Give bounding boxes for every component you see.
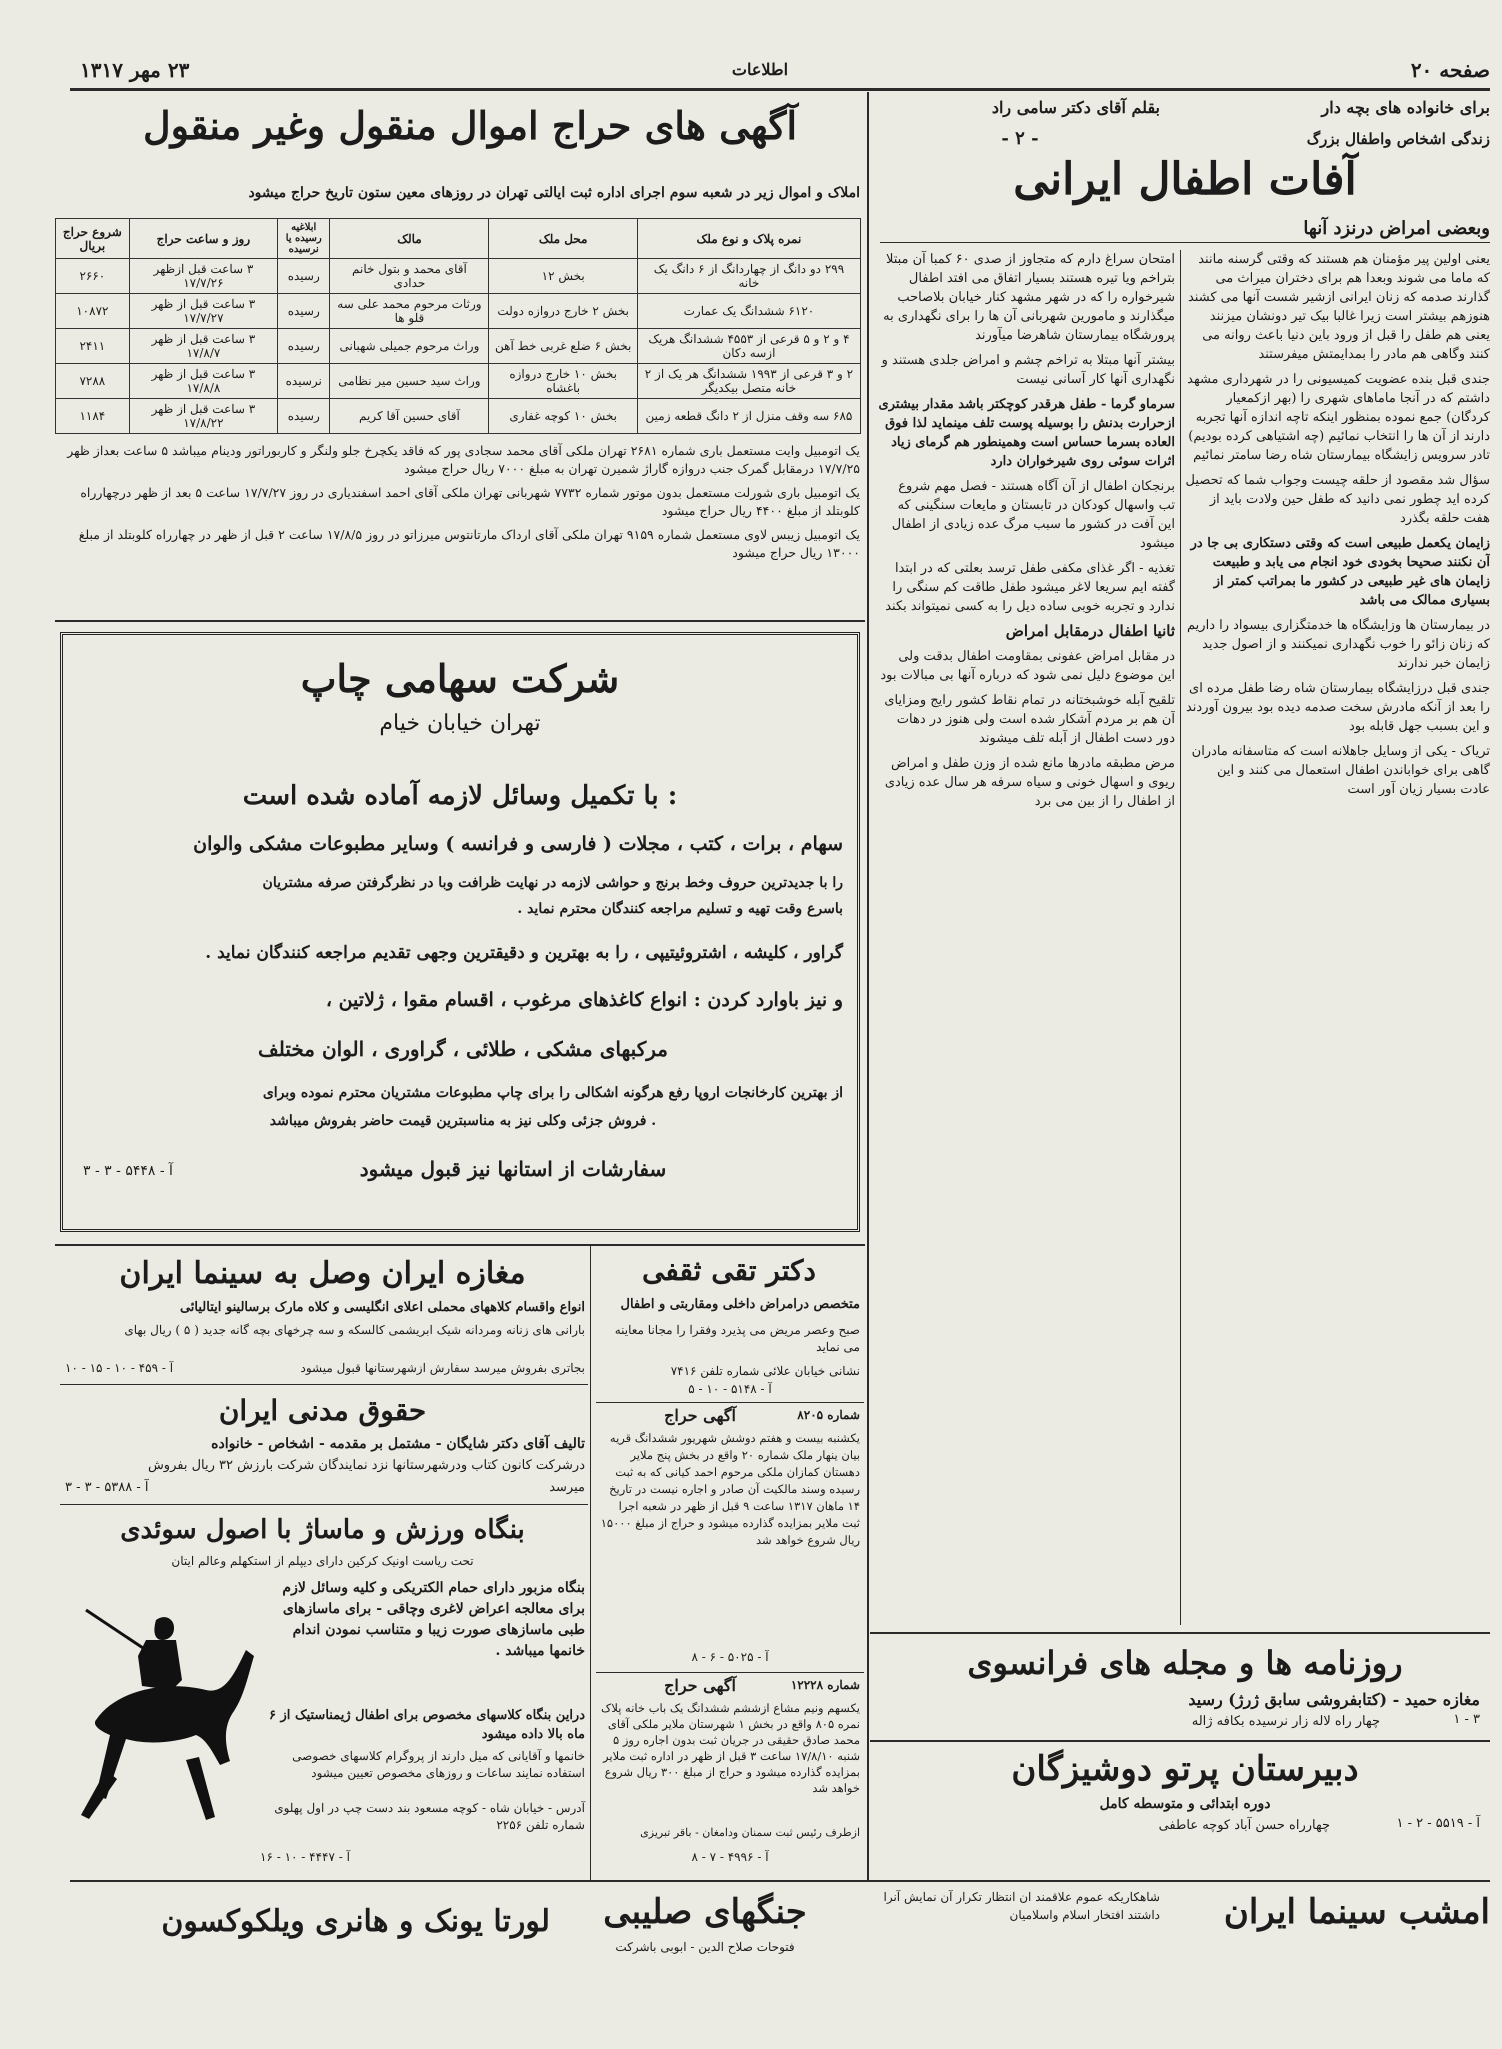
column-header: محل ملک	[489, 219, 637, 259]
auction-table	[55, 218, 861, 434]
table-cell: بخش ۲ خارج دروازه دولت	[489, 294, 637, 329]
article-paragraph: سرماو گرما - طفل هرقدر کوچکتر باشد مقدار بیشتری ازحرارت بدنش را بوسیله پوست تلف مینماید لذا فوق العاده بسرما حساس است وهمینطور هم گرمای زیاد اثرات سوئی روی شیرخواران دارد	[878, 397, 1175, 469]
auction-ad-signature: ازطرف رئیس ثبت سمنان ودامغان - باقر تبریزی	[640, 1826, 860, 1839]
auction-ad-code: آ - ۵۰۲۵ - ۶ - ۸	[691, 1650, 769, 1664]
cinema-banner-film-sub: فتوحات صلاح الدین - ابوبی باشرکت	[615, 1940, 795, 1954]
article-byline: بقلم آقای دکتر سامی راد	[991, 98, 1160, 117]
table-cell: بخش ۱۰ خارج دروازه باغشاه	[489, 364, 637, 399]
table-cell: ورثات مرحوم محمد علی سه قلو ها	[330, 294, 489, 329]
store-ad-code: آ - ۴۵۹ - ۱۰ - ۱۵ - ۱۰	[65, 1361, 174, 1375]
article-paragraph: ثانیا اطفال درمقابل امراض	[1005, 622, 1175, 640]
school-ad-rule	[870, 1740, 1490, 1742]
table-cell: ۳ ساعت قبل از ظهر ۱۷/۸/۸	[129, 364, 277, 399]
print-ad-line: از بهترین کارخانجات اروپا رفع هرگونه اشکالی را برای چاپ مطبوعات مشتریان محترم نموده وبرای	[262, 1085, 843, 1101]
table-cell: ۲۶۶۰	[56, 259, 130, 294]
print-ad-line: گراور ، کلیشه ، اشتروئیتیپی ، را به بهترین و دقیقترین وجهی تقدیم مراجعه کنندگان نماید .	[205, 943, 843, 963]
article-column-right	[1185, 250, 1490, 1625]
doctor-ad-code: آ - ۵۱۴۸ - ۱۰ - ۵	[688, 1382, 772, 1396]
table-row	[56, 329, 861, 364]
article-title-rule	[880, 242, 1490, 243]
article-paragraph: مرض مطبقه مادرها مانع شده از وزن طفل و امراض ریوی و اسهال خونی و سیاه سرفه هر سال عده زیادی از اطفال را از بین می برد	[884, 756, 1175, 809]
table-cell: آقای حسین آقا کریم	[330, 399, 489, 434]
table-row	[56, 259, 861, 294]
cinema-banner-subtitle: شاهکاریکه عموم علاقمند ان انتظار تکرار آن نمایش آنرا داشتند افتخار اسلام واسلامیان	[883, 1890, 1160, 1922]
table-cell: ۳ ساعت قبل از ظهر ۱۷/۸/۲۲	[129, 399, 277, 434]
store-ad-line: بارانی های زنانه ومردانه شیک ابریشمی کالسکه و سه چرخهای بچه گانه جدید ( ۵ ) ریال بهای	[124, 1323, 585, 1337]
cinema-banner-film: جنگهای صلیبی	[603, 1892, 807, 1932]
auction-ad-code: آ - ۴۹۹۶ - ۷ - ۸	[691, 1850, 769, 1864]
french-ad-code: ۱ - ۳	[1453, 1712, 1480, 1727]
store-ad-line: بجاتری بفروش میرسد سفارش ازشهرستانها قبول میشود	[300, 1361, 585, 1375]
auction-note: یک اتومبیل وایت مستعمل باری شماره ۲۶۸۱ تهران ملکی آقای محمد سجادی پور که فاقد یکچرخ جلو ولنگر و کاربوراتور ودینام میباشد ۵ ساعت بعداز ظهر ۱۷/۷/۲۵ درمقابل گمرک جنب دروازه گاراژ شمیرن تهران به مبلغ ۷۰۰۰ ریال حراج میشود	[67, 443, 860, 476]
doctor-ad-line: متخصص درامراض داخلی ومقاربتی و اطفال	[620, 1297, 860, 1312]
article-paragraph: جندی قبل درزایشگاه بیمارستان شاه رضا طفل مرده ای را بعد از آنکه مادرش سخت صدمه دیده بود بیرون آوردند و این بسبب جهل قابله بود	[1185, 681, 1490, 734]
gym-ad-line: بنگاه مزبور دارای حمام الکتریکی و کلیه وسائل لازم برای معالجه اعراض لاغری وچاقی - برای ماسازهای طبی ماسازهای صورت زیبا و متناسب نمودن اندام خانمها میباشد .	[282, 1580, 585, 1659]
auction-ad-body: یکشنبه بیست و هفتم دوشش شهریور ششدانگ قریه بیان ینهار ملک شماره ۲۰ واقع در بخش پنج ملایر دهستان کمازان ملکی مرحوم احمد کیانی که به ثبت رسیده وسند مالکیت آن صادر و اجاره نیست در تاریخ ۱۴ ماهان ۱۳۱۷ ساعت ۹ قبل از ظهر در شعبه اجرا ثبت ملایر بمزایده گذارده میشود و حراج از مبلغ ۱۵۰۰۰ ریال شروع خواهد شد	[600, 1431, 860, 1547]
page-number: صفحه ۲۰	[1410, 58, 1490, 82]
law-ad-rule	[60, 1504, 588, 1505]
header-rule	[70, 88, 1490, 91]
paper-name: اطلاعات	[731, 60, 789, 79]
table-cell: ۳ ساعت قبل از ظهر ۱۷/۸/۷	[129, 329, 277, 364]
french-ad-address: چهار راه لاله زار نرسیده بکافه ژاله	[1191, 1714, 1380, 1729]
print-ad-address: تهران خیابان خیام	[379, 711, 541, 736]
article-kicker: برای خانواده های بچه دار	[1321, 98, 1490, 117]
doctor-ad-line: صبح وعصر مریض می پذیرد وفقرا را مجانا معاینه می نماید	[614, 1323, 860, 1354]
article-paragraph: تغذیه - اگر غذای مکفی طفل ترسد بعلتی که در ابتدا گفته ایم سریعا لاغر میشود طفل طاقت کم سنگی را ندارد و تجربه خوبی ساده دیل را به کسی نمیتواند بکند	[885, 561, 1175, 614]
print-ad-line: مرکبهای مشکی ، طلائی ، گراوری ، الوان مختلف	[258, 1037, 668, 1061]
auction-ad-number: شماره ۸۲۰۵	[797, 1408, 860, 1422]
table-cell: ۷۲۸۸	[56, 364, 130, 399]
article-paragraph: یعنی اولین پیر مؤمنان هم هستند که وقتی گرسنه مانند که ماما می شوند وبعدا هم برای دختران میراث می گذارند صدمه که زنان ایرانی ازشیر شست آنها می کشند هنوزهم بیشتر است زیرا غالبا بیک تیر دونشان میزنند یعنی هم طفل را قبل از ورود باین دنیا باعث روانه می کنند وگاهی هم مادر را بمدایمتش میفرستند	[1187, 252, 1490, 362]
gym-ad-line: آدرس - خیابان شاه - کوچه مسعود بند دست چپ در اول پهلوی شماره تلفن ۲۲۵۶	[274, 1801, 585, 1832]
table-cell: وراث مرحوم جمیلی شهبانی	[330, 329, 489, 364]
article-paragraph: بیشتر آنها مبتلا به تراخم چشم و امراض جلدی هستند و نگهداری آنها کار آسانی نیست	[881, 353, 1175, 387]
table-cell: رسیده	[278, 294, 330, 329]
auction-ad-title: آگهی حراج	[664, 1676, 736, 1695]
issue-date: ۲۳ مهر ۱۳۱۷	[80, 58, 190, 82]
french-ad-title: روزنامه ها و مجله های فرانسوی	[967, 1644, 1403, 1682]
table-row	[56, 399, 861, 434]
french-ad-rule	[870, 1632, 1490, 1634]
store-ad-line: انواع واقسام کلاههای محملی اعلای انگلیسی و کلاه مارک برسالینو ایتالیائی	[179, 1300, 585, 1315]
gym-ad-title: بنگاه ورزش و ماساژ با اصول سوئدی	[120, 1515, 525, 1545]
store-ad-title: مغازه ایران وصل به سینما ایران	[119, 1256, 526, 1291]
table-cell: ۳ ساعت قبل ازظهر ۱۷/۷/۲۶	[129, 259, 277, 294]
auction-table-header	[56, 219, 861, 259]
doctor-ad-line: نشانی خیابان علائی شماره تلفن ۷۴۱۶	[670, 1364, 860, 1378]
cinema-banner-title: امشب سینما ایران	[1223, 1892, 1490, 1932]
print-ad-line: سفارشات از استانها نیز قبول میشود	[359, 1157, 667, 1181]
gym-ad-line: دراین بنگاه کلاسهای مخصوص برای اطفال ژیمناستیک از ۶ ماه بالا داده میشود	[269, 1708, 585, 1742]
article-inner-divider	[1180, 250, 1181, 1625]
column-header: ابلاغیه رسیده یا نرسیده	[278, 219, 330, 259]
table-cell: ۴ و ۲ و ۵ قرعی از ۴۵۵۳ ششدانگ هریک ازسه دکان	[637, 329, 860, 364]
lower-left-divider	[590, 1246, 591, 1880]
column-header: شروع حراج بریال	[56, 219, 130, 259]
article-paragraph: تریاک - یکی از وسایل جاهلانه است که متاسفانه مادران گاهی برای خواباندن اطفال استعمال می کنند و این عادت بسیار زیان آور است	[1191, 744, 1490, 797]
auction-notes	[60, 442, 860, 562]
gym-ad-line: خانمها و آقایانی که میل دارند از پروگرام کلاسهای خصوصی استفاده نمایند ساعات و روزهای مخصوص تعیین میشود	[292, 1749, 585, 1780]
law-ad-line: تالیف آقای دکتر شایگان - مشتمل بر مقدمه - اشخاص - خانواده	[211, 1436, 585, 1452]
article-sub-kicker: زندگی اشخاص واطفال بزرگ	[1306, 130, 1490, 148]
column-divider	[867, 92, 869, 1882]
law-ad-line: میرسد	[549, 1480, 585, 1495]
print-ad-line: فروش جزئی وکلی نیز به مناسبترین قیمت حاضر بفروش میباشد .	[269, 1113, 657, 1129]
print-ad-line: سهام ، برات ، کتب ، مجلات ( فارسی و فرانسه ) وسایر مطبوعات مشکی والوان	[193, 833, 843, 855]
auction-intro: املاک و اموال زیر در شعبه سوم اجرای اداره ثبت ایالتی تهران در روزهای معین ستون تاریخ حراج میشود	[248, 185, 860, 201]
auction-table-wrapper	[55, 218, 861, 434]
article-paragraph: برنجکان اطفال از آن آگاه هستند - فصل مهم شروع تب واسهال کودکان در تابستان و مایعات سنگینی که این آفت در کشور ما سبب مرگ عده زیادی از اطفال میشود	[891, 479, 1175, 551]
school-ad-address: چهارراه حسن آباد کوچه عاطفی	[1158, 1818, 1330, 1833]
auction-ad-body: یکسهم ونیم مشاع ازششم ششدانگ یک باب خانه پلاک نمره ۸۰۵ واقع در بخش ۱ شهرستان ملایر ملکی آقای محمد صادق حقیقی در جریان ثبت بدون اجاره روز ۵ شنبه ۱۷/۸/۱۰ ساعت ۳ قبل از ظهر در اداره ثبت ملایر بمزایده گذارده میشود و حراج از مبلغ ۳۰۰ ریال شروع خواهد شد	[601, 1701, 860, 1795]
auction-title: آگهی های حراج اموال منقول وغیر منقول	[142, 103, 798, 148]
print-ad-tagline: با تکمیل وسائل لازمه آماده شده است :	[242, 781, 678, 811]
article-paragraph: در بیمارستان ها وزایشگاه ها خدمتگزاری بیسواد را داریم که زنان زائو را خوب نگهداری نمیکنند و از اصول جدید زایمان خبر ندارند	[1187, 618, 1490, 671]
table-cell: رسیده	[278, 399, 330, 434]
school-ad-title: دبیرستان پرتو دوشیزگان	[1011, 1749, 1359, 1789]
auction-note: یک اتومبیل باری شورلت مستعمل بدون موتور شماره ۷۷۳۲ شهربانی تهران ملکی آقای احمد اسفندیاری در روز ۱۷/۷/۲۷ ساعت ۵ بعد از ظهر درچهارراه کلوبتلد از مبلغ ۴۴۰۰ ریال حراج میشود	[80, 485, 860, 518]
banner-top-rule	[70, 1880, 1490, 1882]
mid-left-rule	[55, 1244, 865, 1246]
school-ad-line: دوره ابتدائی و متوسطه کامل	[1099, 1796, 1271, 1812]
table-cell: بخش ۶ ضلع غربی خط آهن	[489, 329, 637, 364]
article-paragraph: جندی قبل بنده عضویت کمیسیونی را در شهرداری مشهد داشتم که در آنجا ماماهای شهری را (بهر ازکمعیار کردگان) جمع نموده بمنظور اینکه تاچه اندازه آنها تجربه دارند از آن ها را انتخاب نمائیم (چه اشتیاهی کرده بودیم) تادر سرویس زایشگاه بیمارستان شاه رضا سامتر نمائیم	[1187, 372, 1490, 463]
horse-rider-illustration	[66, 1600, 256, 1850]
gym-ad-line: تحت ریاست اونیک کرکین دارای دیپلم از استکهلم وعالم ایتان	[171, 1554, 474, 1568]
table-row	[56, 364, 861, 399]
table-cell: بخش ۱۰ کوچه غفاری	[489, 399, 637, 434]
table-cell: ۲ و ۳ قرعی از ۱۹۹۳ ششدانگ هر یک از ۲ خانه متصل بیکدیگر	[637, 364, 860, 399]
french-ad-line: مغازه حمید - (کتابفروشی سابق ژرژ) رسید	[1188, 1690, 1480, 1709]
table-cell: نرسیده	[278, 364, 330, 399]
cinema-banner-stars: لورتا یونک و هانری ویلکوکسون	[161, 1904, 550, 1939]
law-ad-code: آ - ۵۳۸۸ - ۳ - ۳	[65, 1480, 149, 1495]
table-cell: ۱۱۸۴	[56, 399, 130, 434]
print-ad-box	[60, 632, 860, 1232]
table-cell: بخش ۱۲	[489, 259, 637, 294]
doctor-ad-title: دکتر تقی ثقفی	[642, 1254, 816, 1287]
article-paragraph: تلقیح آبله خوشبختانه در تمام نقاط کشور رایج ومزایای آن هم بر مردم آشکار شده است ولی هنوز در دهات دور دست اطفال از آبله تلف میشوند	[884, 693, 1175, 746]
article-part-number: - ۲ -	[1001, 128, 1039, 149]
article-paragraph: در مقابل امراض عفونی بمقاومت اطفال بدقت ولی این موضوع دلیل نمی شود که درباره آنها بی مبالات بود	[880, 649, 1175, 683]
law-ad-title: حقوق مدنی ایران	[218, 1394, 427, 1427]
table-cell: ۲۹۹ دو دانگ از چهاردانگ از ۶ دانگ یک خانه	[637, 259, 860, 294]
auction-ad-title: آگهی حراج	[664, 1406, 736, 1425]
table-cell: ۶۱۲۰ ششدانگ یک عمارت	[637, 294, 860, 329]
law-ad-line: درشرکت کانون کتاب ودرشهرستانها نزد نمایندگان شرکت بارزش ۳۲ ریال بفروش	[147, 1458, 585, 1473]
table-cell: آقای محمد و بتول خانم حدادی	[330, 259, 489, 294]
article-paragraph: امتحان سراغ دارم که متجاوز از صدی ۶۰ کمبا آن مبتلا بتراخم ویا تیره هستند بسیار اتفاق می افتد اطفال شیرخواره را که در شهر مشهد کنار خیابان بلاصاحب میگذارند و مامورین شهربانی آن ها را برای نگهداری به پرورشگاه بیمارستان شاهرضا میآورند	[883, 252, 1175, 343]
auction-ad-rule	[596, 1672, 864, 1673]
article-paragraph: زایمان یکعمل طبیعی است که وقتی دستکاری بی جا در آن نکنند صحیحا بخودی خود انجام می یابد و طبیعت زایمان های غیر طبیعی در کشور ما بمراتب کمتر از بسیاری ممالک می باشد	[1190, 536, 1490, 608]
table-cell: وراث سید حسین میر نظامی	[330, 364, 489, 399]
auction-ad-number: شماره ۱۲۲۲۸	[790, 1678, 860, 1692]
table-cell: ۲۴۱۱	[56, 329, 130, 364]
table-cell: ۶۸۵ سه وقف منزل از ۲ دانگ قطعه زمین	[637, 399, 860, 434]
article-title: آفات اطفال ایرانی	[1013, 154, 1357, 205]
school-ad-code: آ - ۵۵۱۹ - ۲ - ۱	[1396, 1816, 1480, 1831]
print-ad-line: را با جدیدترین حروف وخط برنج و حواشی لازمه در نهایت ظرافت وبا در نظرگرفتن صرفه مشتریان	[262, 875, 843, 891]
gym-ad-code: آ - ۴۴۴۷ - ۱۰ - ۱۶	[260, 1850, 350, 1864]
print-ad-code: آ - ۵۴۴۸ - ۳ - ۳	[83, 1163, 173, 1179]
table-row	[56, 294, 861, 329]
article-paragraph: سؤال شد مقصود از حلقه چیست وجواب شما که تحصیل کرده اید چطور نمی دانید که طفل حین ولادت باید از هفت حلقه بگذرد	[1185, 473, 1490, 526]
table-cell: ۳ ساعت قبل از ظهر ۱۷/۷/۲۷	[129, 294, 277, 329]
table-cell: ۱۰۸۷۲	[56, 294, 130, 329]
print-ad-line: باسرع وقت تهیه و تسلیم مراجعه کنندگان محترم نماید .	[517, 901, 843, 917]
column-header: روز و ساعت حراج	[129, 219, 277, 259]
table-cell: رسیده	[278, 329, 330, 364]
auction-bottom-rule	[55, 620, 865, 622]
article-column-left	[878, 250, 1175, 1625]
print-ad-line: و نیز باوارد کردن : انواع کاغذهای مرغوب ، اقسام مقوا ، ژلاتین ،	[325, 989, 843, 1011]
column-header: نمره پلاک و نوع ملک	[637, 219, 860, 259]
doctor-ad-rule	[596, 1402, 864, 1403]
column-header: مالک	[330, 219, 489, 259]
table-cell: رسیده	[278, 259, 330, 294]
print-ad-title: شرکت سهامی چاپ	[300, 656, 620, 701]
store-ad-rule	[60, 1384, 588, 1385]
article-subtitle: وبعضی امراض درنزد آنها	[1303, 218, 1490, 239]
auction-note: یک اتومبیل زیبس لاوی مستعمل شماره ۹۱۵۹ تهران ملکی آقای ارداک مارتانتوس میرزاتو در روز ۱۷/۸/۵ ساعت ۲ قبل از ظهر در چهارراه کلوبتلد از مبلغ ۱۳۰۰۰ ریال حراج میشود	[78, 527, 860, 560]
